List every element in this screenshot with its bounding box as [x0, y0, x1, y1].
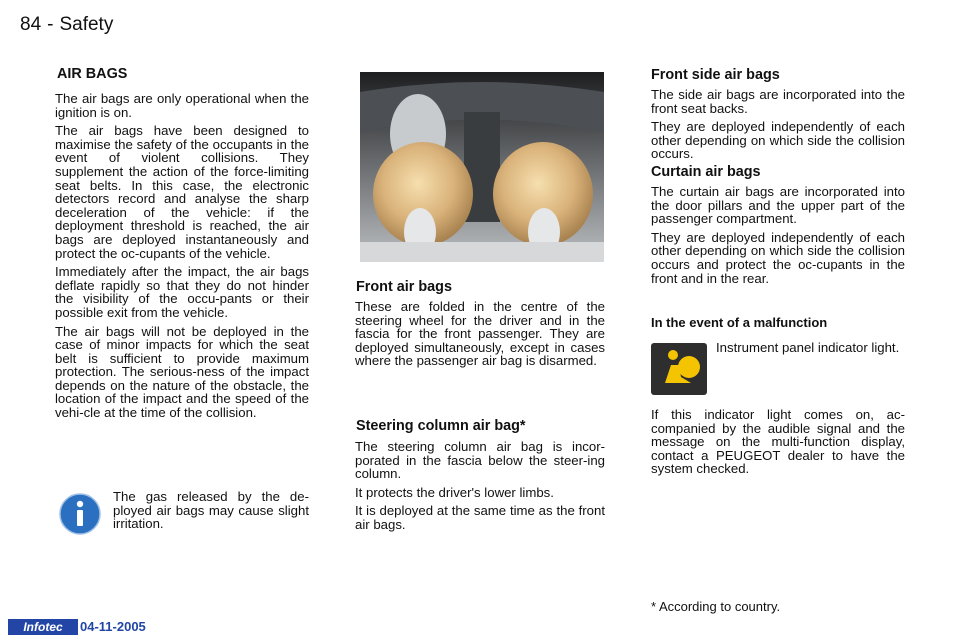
paragraph: The curtain air bags are incorporated into the door pillars and the upper part of the passenger compartment. [651, 184, 905, 227]
paragraph: It protects the driver's lower limbs. [355, 484, 554, 500]
section-title: Safety [59, 14, 114, 35]
paragraph: The air bags will not be deployed in the case of minor impacts for which the seat belt is sufficient to provide maximum protection. The serious-ness of the impact depends on the nature of the obstacle, the location of the impact and the speed of the vehi-cle at the time of the collision. [55, 323, 309, 421]
paragraph: Immediately after the impact, the air bags deflate rapidly so that they do not hinder the visibility of the occu-pants or their possible exit from the vehicle. [55, 264, 309, 320]
steering-column-heading: Steering column air bag* [356, 418, 526, 434]
airbag-warning-light-icon [651, 343, 707, 395]
paragraph: It is deployed at the same time as the front air bags. [355, 503, 605, 532]
info-note: The gas released by the de-ployed air bags may cause slight irritation. [113, 489, 309, 532]
header-separator: - [47, 14, 54, 35]
page-header [20, 14, 113, 36]
airbag-deployment-photo [360, 72, 604, 262]
front-side-body [651, 88, 905, 166]
footnote: * According to country. [651, 599, 781, 614]
page-number: 84 [20, 14, 42, 35]
paragraph: These are folded in the centre of the steering wheel for the driver and in the fascia for the front passenger. They are deployed simultaneously, except in cases where the passenger air bag is disarmed. [355, 299, 605, 369]
front-air-bags-body [355, 300, 605, 373]
air-bags-heading: AIR BAGS [57, 66, 128, 82]
air-bags-body [55, 92, 309, 425]
infotec-logo: Infotec [8, 619, 78, 635]
malfunction-heading: In the event of a malfunction [651, 315, 828, 330]
paragraph: The air bags are only operational when the ignition is on. [55, 91, 309, 120]
footer-date: 04-11-2005 [80, 619, 146, 634]
paragraph: They are deployed independently of each other depending on which side the collision occurs and protect the oc-cupants in the front and in the rear. [651, 229, 905, 286]
paragraph: The steering column air bag is incor-porated in the fascia below the steer-ing column. [355, 439, 605, 482]
indicator-text: Instrument panel indicator light. [716, 340, 900, 355]
curtain-body [651, 185, 905, 290]
malfunction-body: If this indicator light comes on, ac-companied by the audible signal and the message on the multi-function display, contact a PEUGEOT dealer to have the system checked. [651, 407, 905, 477]
info-icon [59, 493, 101, 535]
steering-column-body [355, 440, 605, 537]
paragraph: They are deployed independently of each other depending on which side the collision occurs. [651, 119, 905, 162]
paragraph: The side air bags are incorporated into the front seat backs. [651, 87, 905, 116]
paragraph: The air bags have been designed to maximise the safety of the occupants in the event of violent collisions. They supplement the action of the force-limiting seat belts. In this case, the electronic detectors record and analyse the sharp deceleration of the vehicle: if the deployment threshold is reached, the air bags are deployed instantaneously and protect the oc-cupants of the vehicle. [55, 123, 309, 261]
front-air-bags-heading: Front air bags [356, 279, 452, 295]
front-side-heading: Front side air bags [651, 67, 780, 83]
curtain-heading: Curtain air bags [651, 164, 761, 180]
